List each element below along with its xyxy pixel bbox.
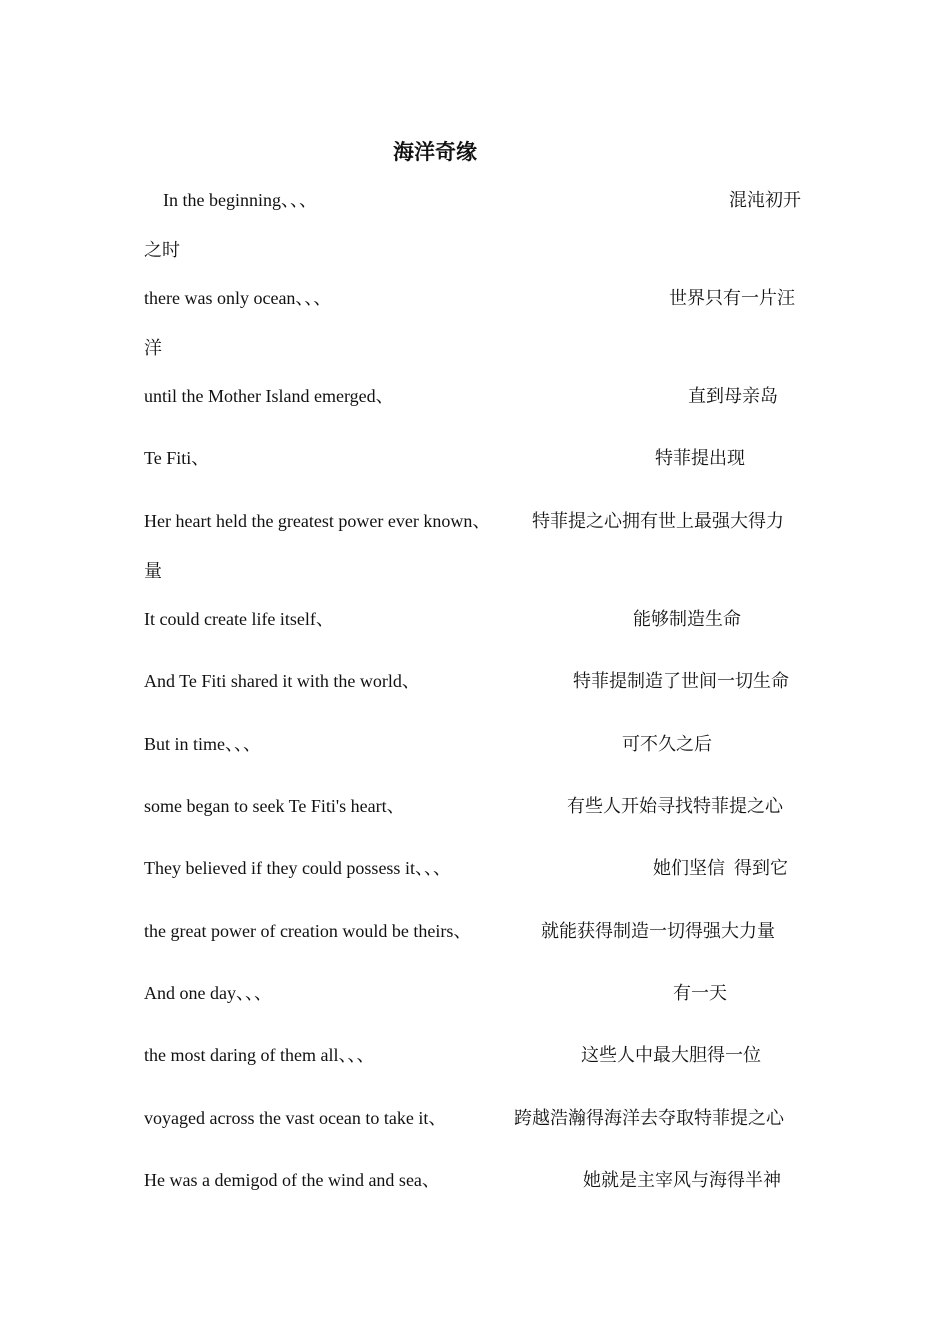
chinese-line: 她们坚信 得到它 (653, 858, 788, 878)
english-line: In the beginning、、、 (163, 190, 317, 210)
chinese-line: 直到母亲岛 (688, 386, 778, 406)
english-line: until the Mother Island emerged、 (144, 386, 394, 406)
english-line: the great power of creation would be theirs、 (144, 921, 472, 941)
page-title: 海洋奇缘 (393, 140, 477, 164)
chinese-line: 特菲提制造了世间一切生命 (573, 671, 789, 691)
chinese-line: 有一天 (673, 983, 727, 1003)
english-line: And one day、、、 (144, 983, 272, 1003)
english-line: They believed if they could possess it、、、 (144, 858, 451, 878)
english-line: voyaged across the vast ocean to take it、 (144, 1108, 447, 1128)
chinese-line-continuation: 之时 (144, 240, 180, 260)
chinese-line: 混沌初开 (729, 190, 801, 210)
english-line: It could create life itself、 (144, 609, 334, 629)
chinese-line-continuation: 量 (144, 561, 162, 581)
chinese-line: 特菲提出现 (655, 448, 745, 468)
english-line: some began to seek Te Fiti's heart、 (144, 796, 405, 816)
english-line: Te Fiti、 (144, 448, 210, 468)
chinese-line: 她就是主宰风与海得半神 (583, 1170, 781, 1190)
chinese-line: 特菲提之心拥有世上最强大得力 (532, 511, 784, 531)
english-line: He was a demigod of the wind and sea、 (144, 1170, 440, 1190)
chinese-line: 跨越浩瀚得海洋去夺取特菲提之心 (514, 1108, 784, 1128)
english-line: But in time、、、 (144, 734, 261, 754)
chinese-line: 这些人中最大胆得一位 (581, 1045, 761, 1065)
english-line: Her heart held the greatest power ever known、 (144, 511, 491, 531)
english-line: there was only ocean、、、 (144, 288, 332, 308)
chinese-line: 能够制造生命 (633, 609, 741, 629)
chinese-line-continuation: 洋 (144, 338, 162, 358)
english-line: And Te Fiti shared it with the world、 (144, 671, 420, 691)
chinese-line: 可不久之后 (622, 734, 712, 754)
chinese-line: 世界只有一片汪 (669, 288, 795, 308)
chinese-line: 就能获得制造一切得强大力量 (541, 921, 775, 941)
english-line: the most daring of them all、、、 (144, 1045, 375, 1065)
chinese-line: 有些人开始寻找特菲提之心 (567, 796, 783, 816)
